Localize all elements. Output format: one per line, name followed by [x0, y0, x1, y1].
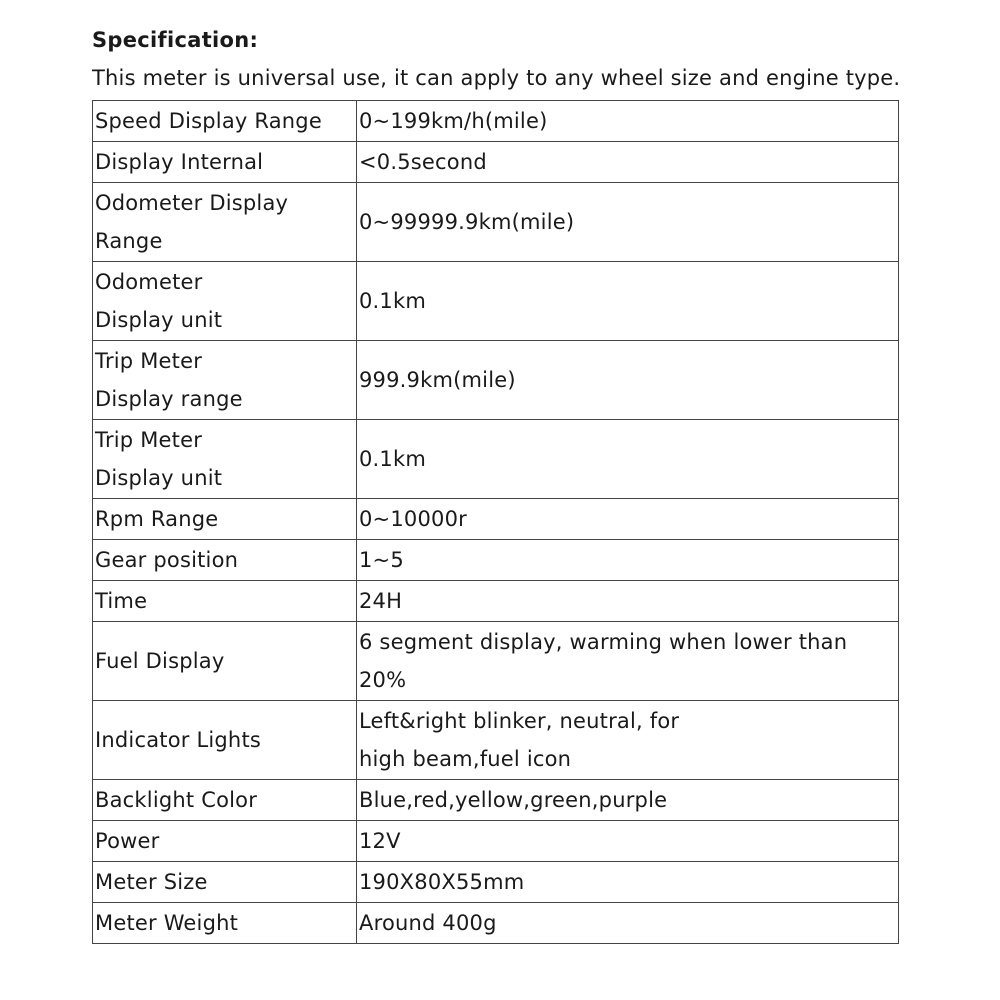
table-row	[93, 903, 899, 944]
table-row	[93, 183, 899, 262]
spec-intro: This meter is universal use, it can apply to any wheel size and engine type.	[92, 66, 901, 90]
spec-value: 0.1km	[357, 262, 899, 341]
table-row	[93, 540, 899, 581]
spec-value: 1~5	[357, 540, 899, 581]
spec-value: Around 400g	[357, 903, 899, 944]
table-row	[93, 499, 899, 540]
spec-value: Blue,red,yellow,green,purple	[357, 780, 899, 821]
spec-label: Rpm Range	[93, 499, 357, 540]
spec-value: 999.9km(mile)	[357, 341, 899, 420]
table-row	[93, 142, 899, 183]
spec-value: <0.5second	[357, 142, 899, 183]
spec-label: Meter Size	[93, 862, 357, 903]
spec-heading: Specification:	[92, 28, 259, 52]
spec-label: Gear position	[93, 540, 357, 581]
spec-label: Time	[93, 581, 357, 622]
spec-label: Power	[93, 821, 357, 862]
table-row	[93, 622, 899, 701]
spec-label: Speed Display Range	[93, 101, 357, 142]
table-row	[93, 701, 899, 780]
table-row	[93, 341, 899, 420]
table-row	[93, 420, 899, 499]
spec-label: Odometer Display unit	[93, 262, 357, 341]
spec-value: 0~199km/h(mile)	[357, 101, 899, 142]
spec-value: 190X80X55mm	[357, 862, 899, 903]
spec-label: Trip Meter Display range	[93, 341, 357, 420]
spec-label: Odometer Display Range	[93, 183, 357, 262]
table-row	[93, 581, 899, 622]
spec-value: 12V	[357, 821, 899, 862]
spec-label: Meter Weight	[93, 903, 357, 944]
table-row	[93, 862, 899, 903]
spec-table	[92, 100, 899, 944]
spec-value: Left&right blinker, neutral, for high beam,fuel icon	[357, 701, 899, 780]
table-row	[93, 780, 899, 821]
spec-label: Fuel Display	[93, 622, 357, 701]
spec-value: 0~99999.9km(mile)	[357, 183, 899, 262]
table-row	[93, 101, 899, 142]
spec-label: Display Internal	[93, 142, 357, 183]
spec-value: 0.1km	[357, 420, 899, 499]
table-row	[93, 821, 899, 862]
spec-value: 0~10000r	[357, 499, 899, 540]
table-row	[93, 262, 899, 341]
spec-label: Indicator Lights	[93, 701, 357, 780]
spec-value: 6 segment display, warming when lower than 20%	[357, 622, 899, 701]
spec-label: Backlight Color	[93, 780, 357, 821]
spec-label: Trip Meter Display unit	[93, 420, 357, 499]
spec-value: 24H	[357, 581, 899, 622]
